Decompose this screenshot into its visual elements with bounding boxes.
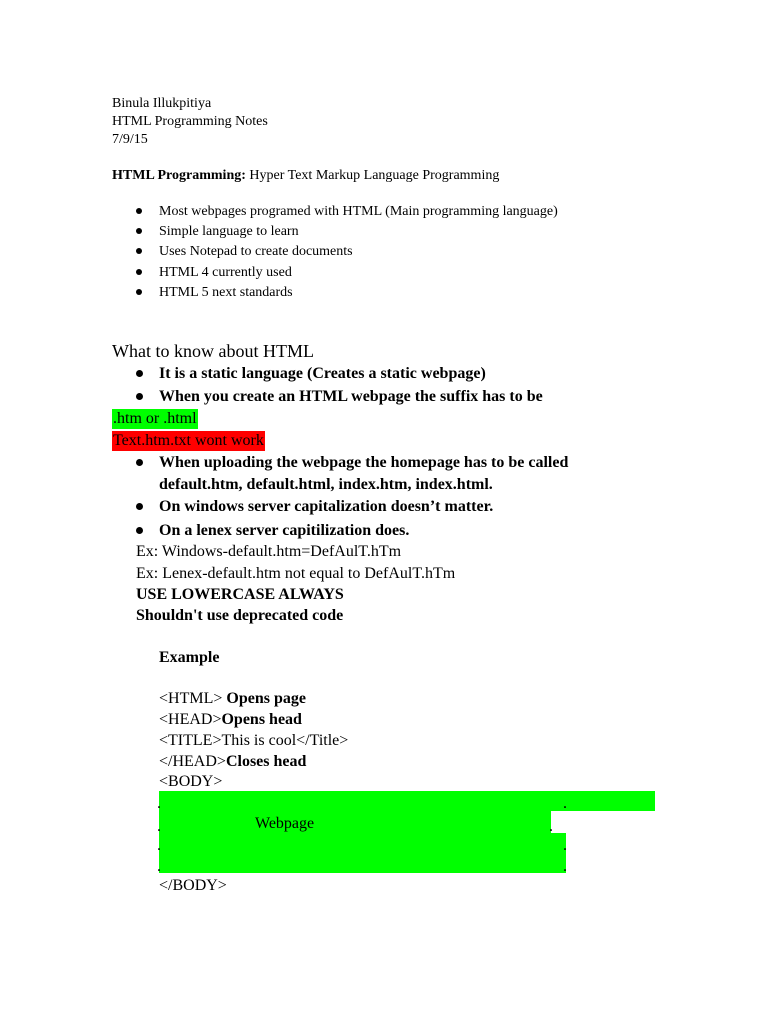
document-date: 7/9/15 [112, 132, 148, 147]
bullet-icon [136, 503, 143, 510]
bullet-icon [136, 370, 143, 377]
dot-marker: . [549, 818, 553, 835]
rule-line: Shouldn't use deprecated code [136, 607, 344, 624]
code-line-title: <TITLE>This is cool</Title> [159, 732, 349, 749]
intro-definition-text: Hyper Text Markup Language Programming [249, 168, 500, 183]
section-heading: What to know about HTML [112, 341, 314, 361]
wrong-suffix-highlight: Text.htm.txt wont work [113, 432, 264, 449]
list-item: HTML 4 currently used [159, 265, 292, 280]
bullet-icon [136, 289, 142, 295]
green-band [159, 791, 655, 811]
green-band [159, 833, 566, 873]
head-close-tag: </HEAD> [159, 753, 226, 770]
bullet-icon [136, 208, 142, 214]
green-band [159, 811, 551, 833]
bullet-icon [136, 393, 143, 400]
list-item: When you create an HTML webpage the suffix has to be [159, 388, 543, 405]
dot-marker: . [157, 858, 161, 875]
code-line-html [159, 689, 306, 709]
code-line-head-close [159, 752, 306, 772]
dot-marker: . [157, 818, 161, 835]
list-item: When uploading the webpage the homepage has to be called [159, 454, 569, 471]
bullet-icon [136, 228, 142, 234]
list-item: Most webpages programed with HTML (Main programming language) [159, 204, 558, 219]
bullet-icon [136, 269, 142, 275]
list-item: On a lenex server capitilization does. [159, 522, 410, 539]
author-name: Binula Illukpitiya [112, 96, 212, 111]
dot-marker: . [563, 837, 567, 854]
dot-marker: . [563, 795, 567, 812]
code-line-head [159, 710, 302, 730]
bullet-icon [136, 248, 142, 254]
example-line: Ex: Lenex-default.htm not equal to DefAulT.hTm [136, 565, 456, 582]
rule-line: USE LOWERCASE ALWAYS [136, 586, 344, 603]
html-open-note: Opens page [226, 690, 306, 707]
webpage-label: Webpage [255, 815, 315, 832]
dot-marker: . [563, 858, 567, 875]
dot-marker: . [157, 837, 161, 854]
list-item: It is a static language (Creates a static webpage) [159, 365, 486, 382]
code-line-body-open: <BODY> [159, 773, 223, 790]
list-item: Uses Notepad to create documents [159, 244, 353, 259]
head-close-note: Closes head [225, 753, 307, 770]
example-line: Ex: Windows-default.htm=DefAulT.hTm [136, 543, 402, 560]
code-line-body-close: </BODY> [159, 877, 227, 894]
html-open-tag: <HTML> [159, 690, 223, 707]
document-title: HTML Programming Notes [112, 114, 268, 129]
suffix-highlight: .htm or .html [113, 410, 197, 427]
head-open-note: Opens head [221, 711, 302, 728]
intro-term: HTML Programming: [112, 168, 246, 183]
intro-definition [112, 167, 499, 185]
list-item-continuation: default.htm, default.html, index.htm, index.html. [159, 476, 493, 493]
list-item: HTML 5 next standards [159, 285, 293, 300]
head-open-tag: <HEAD> [159, 711, 222, 728]
bullet-icon [136, 527, 143, 534]
example-label: Example [159, 649, 220, 666]
list-item: Simple language to learn [159, 224, 299, 239]
dot-marker: . [157, 795, 161, 812]
list-item: On windows server capitalization doesn’t matter. [159, 498, 494, 515]
bullet-icon [136, 459, 143, 466]
